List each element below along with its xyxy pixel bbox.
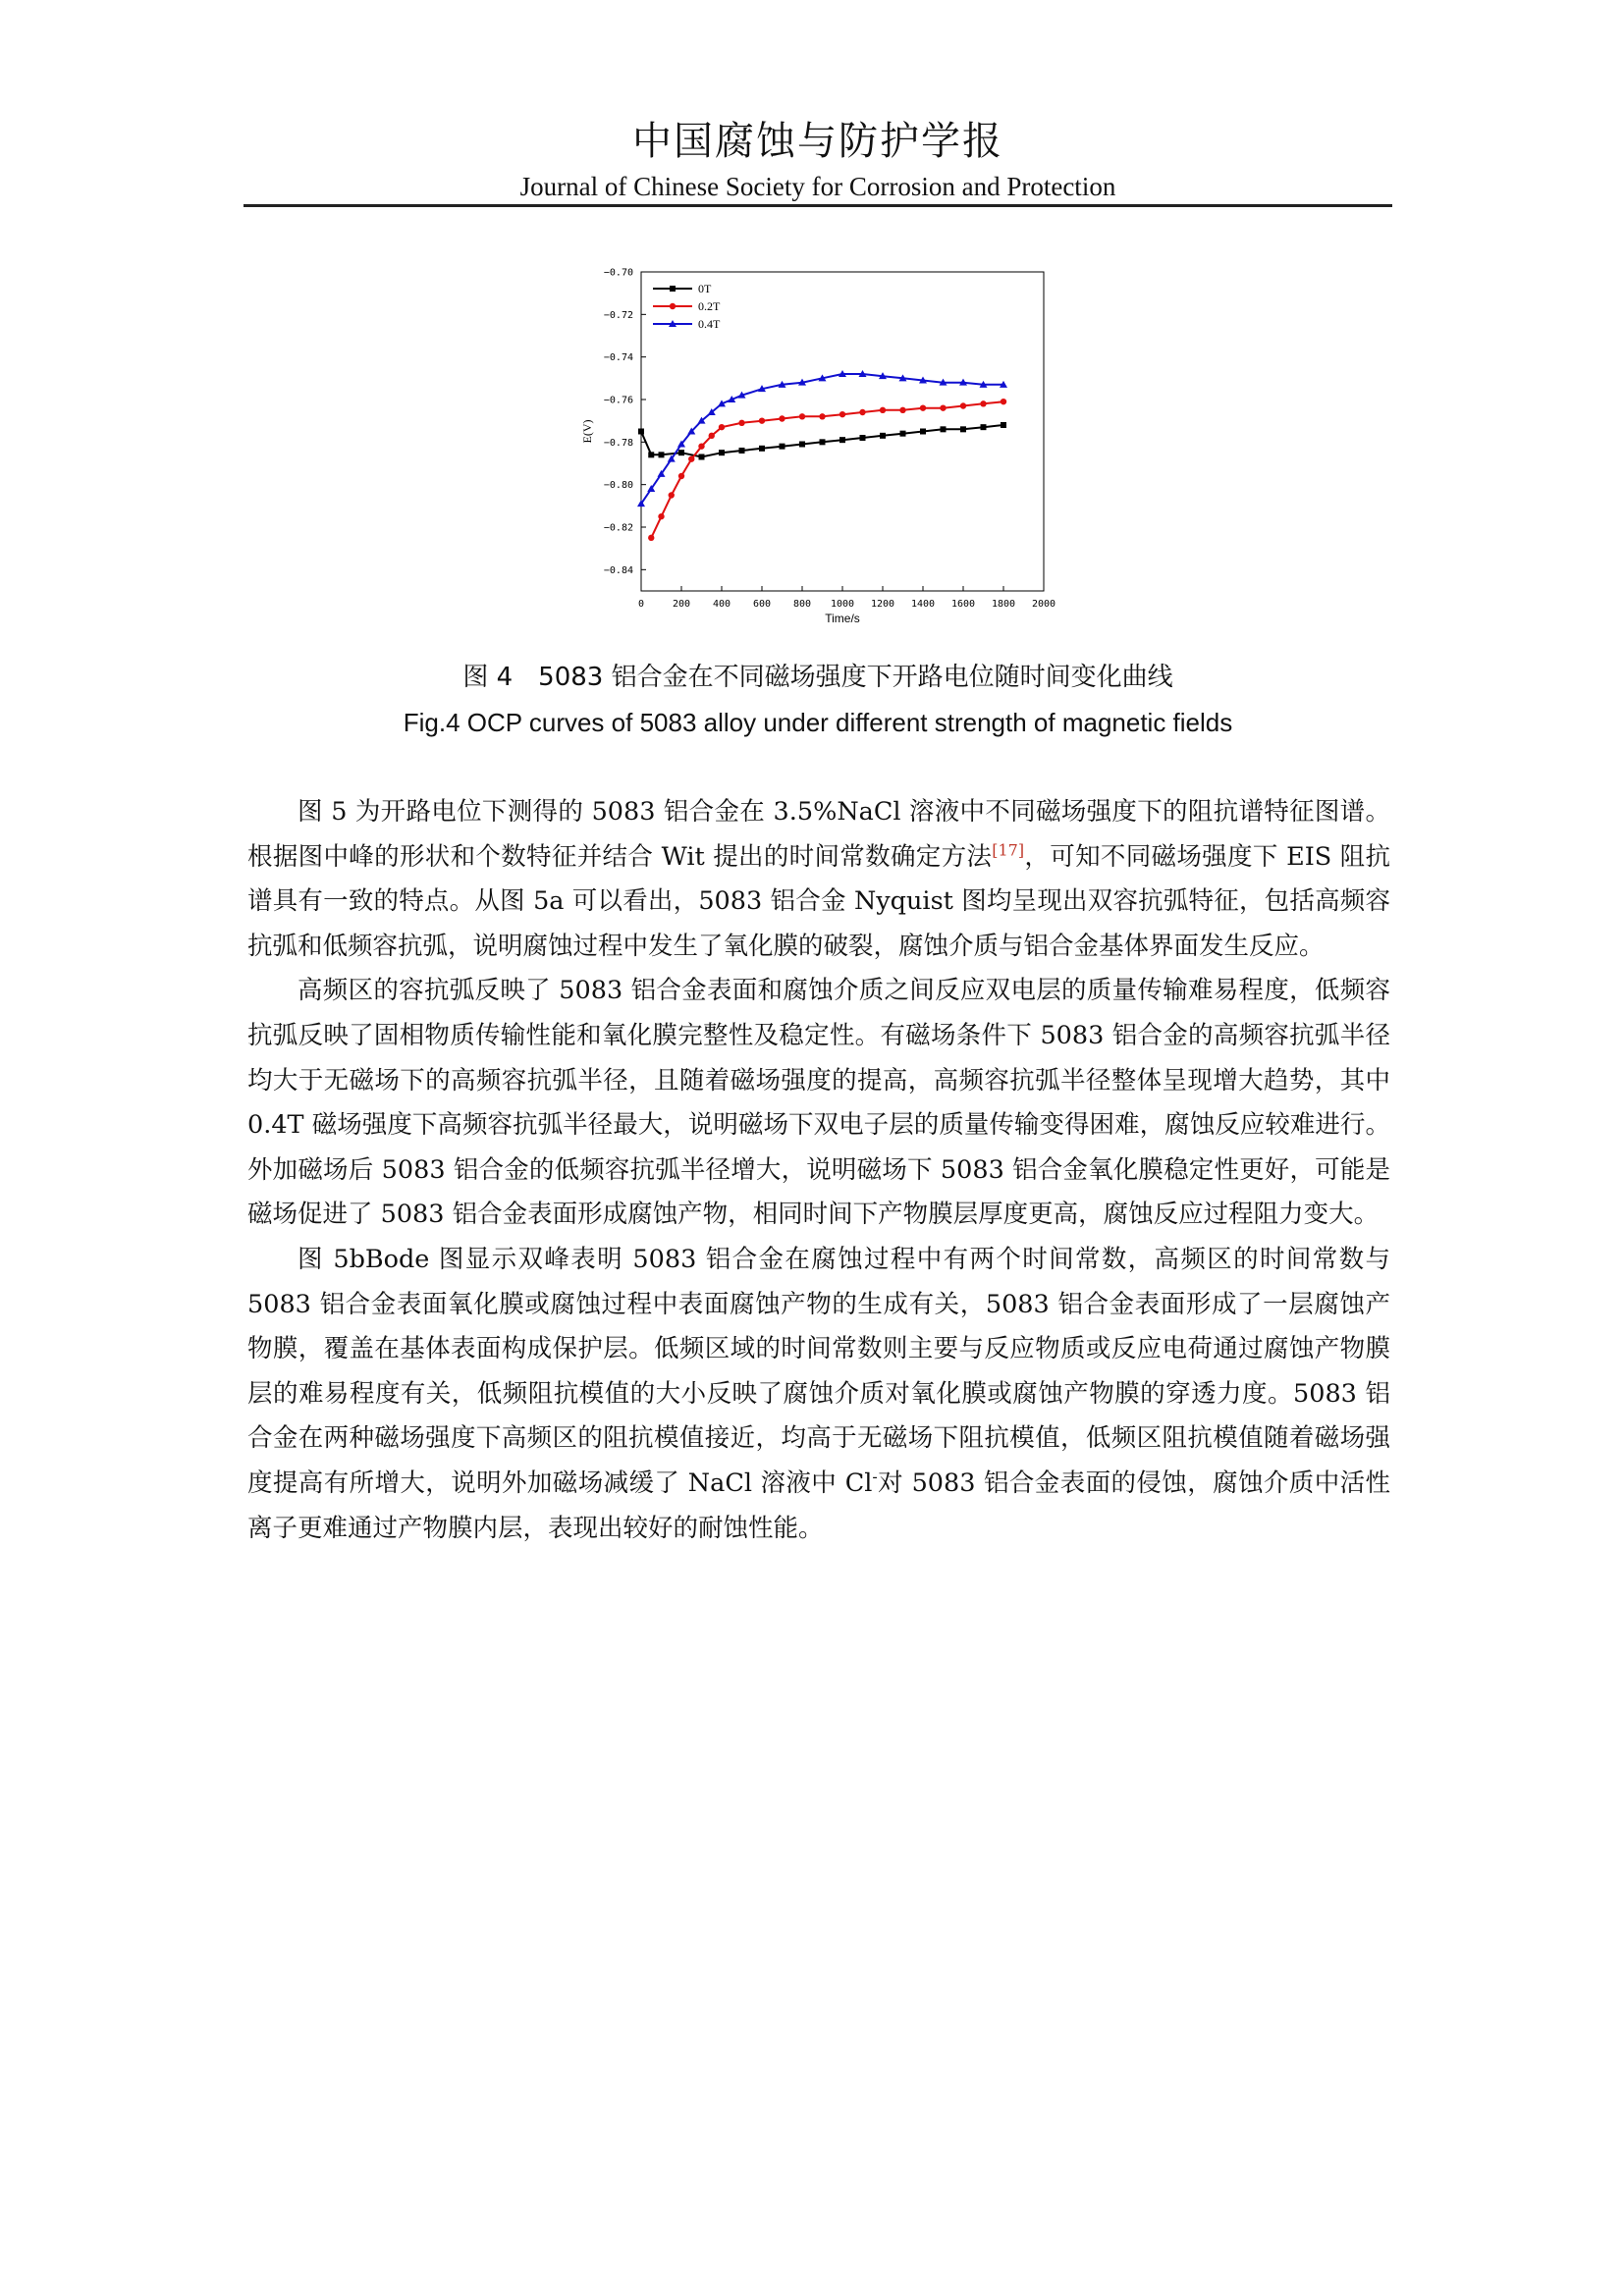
y-tick-label: −0.74 bbox=[603, 352, 633, 364]
data-point-0-2t bbox=[669, 492, 675, 498]
legend-label-0-4t: 0.4T bbox=[698, 317, 721, 331]
x-tick-label: 1800 bbox=[991, 599, 1016, 610]
x-tick-label: 200 bbox=[672, 599, 691, 610]
data-point-0t bbox=[920, 429, 926, 435]
data-point-0-2t bbox=[859, 409, 865, 415]
data-point-0-2t bbox=[648, 535, 654, 541]
x-tick-label: 2000 bbox=[1031, 599, 1056, 610]
paragraph-1-part-a: 图 5 为开路电位下测得的 5083 铝合金在 3.5%NaCl 溶液中不同磁场强度下的阻抗谱特征图谱。根据图中峰的形状和个数特征并结合 Wit 提出的时间常数确定方法 bbox=[247, 797, 1390, 872]
data-point-0-2t bbox=[839, 411, 845, 417]
data-point-0-2t bbox=[698, 443, 704, 449]
series-line-0-4t bbox=[641, 374, 1003, 504]
data-point-0-2t bbox=[799, 413, 805, 419]
x-tick-label: 1200 bbox=[870, 599, 895, 610]
data-point-0t bbox=[900, 431, 906, 437]
y-tick-label: −0.76 bbox=[603, 395, 633, 406]
data-point-0t bbox=[638, 429, 644, 435]
paragraph-3-part-b: 对 5083 铝合金表面的侵蚀，腐蚀介质中活性离子更难通过产物膜内层，表现出较好的耐蚀性能。 bbox=[247, 1468, 1390, 1543]
y-tick-label: −0.84 bbox=[603, 564, 633, 576]
data-point-0t bbox=[960, 426, 966, 432]
data-point-0t bbox=[799, 442, 805, 448]
paragraph-3 bbox=[247, 1238, 1390, 1551]
y-axis-label: E(V) bbox=[580, 419, 594, 444]
data-point-0t bbox=[981, 424, 987, 430]
data-point-0t bbox=[739, 448, 745, 454]
data-point-0t bbox=[1001, 422, 1006, 428]
x-axis-label: Time/s bbox=[825, 612, 860, 625]
paragraph-3-part-a: 图 5bBode 图显示双峰表明 5083 铝合金在腐蚀过程中有两个时间常数，高频区的时间常数与 5083 铝合金表面氧化膜或腐蚀过程中表面腐蚀产物的生成有关，5083 铝合金表面形成了一层腐蚀产物膜，覆盖在基体表面构成保护层。低频区域的时间常数则主要与反应物质或反应电荷通过腐蚀产物膜层的难易程度有关，低频阻抗模值的大小反映了腐蚀介质对氧化膜或腐蚀产物膜的穿透力度。5083 铝合金在两种磁场强度下高频区的阻抗模值接近，均高于无磁场下阻抗模值，低频区阻抗模值随着磁场强度提高有所增大，说明外加磁场减缓了 NaCl 溶液中 Cl bbox=[247, 1244, 1390, 1498]
body-text bbox=[247, 790, 1390, 1551]
data-point-0-2t bbox=[688, 455, 694, 461]
ocp-chart bbox=[577, 257, 1088, 650]
y-tick-label: −0.72 bbox=[603, 309, 633, 321]
paragraph-1 bbox=[247, 790, 1390, 969]
legend-label-0-2t: 0.2T bbox=[698, 299, 721, 313]
x-tick-label: 0 bbox=[637, 599, 645, 610]
data-point-0t bbox=[780, 444, 785, 450]
x-tick-label: 1600 bbox=[950, 599, 976, 610]
journal-title-cn: 中国腐蚀与防护学报 bbox=[632, 119, 1003, 164]
paragraph-2: 高频区的容抗弧反映了 5083 铝合金表面和腐蚀介质之间反应双电层的质量传输难易程度，低频容抗弧反映了固相物质传输性能和氧化膜完整性及稳定性。有磁场条件下 5083 铝合金的高频容抗弧半径均大于无磁场下的高频容抗弧半径，且随着磁场强度的提高，高频容抗弧半径整体呈现增大趋势，其中 0.4T 磁场强度下高频容抗弧半径最大，说明磁场下双电子层的质量传输变得困难，腐蚀反应较难进行。外加磁场后 5083 铝合金的低频容抗弧半径增大，说明磁场下 5083 铝合金氧化膜稳定性更好，可能是磁场促进了 5083 铝合金表面形成腐蚀产物，相同时间下产物膜层厚度更高，腐蚀反应过程阻力变大。 bbox=[247, 976, 1390, 1230]
legend-marker-0-2t bbox=[670, 303, 676, 309]
data-point-0-2t bbox=[940, 404, 946, 410]
data-point-0t bbox=[820, 439, 826, 445]
chloride-superscript: - bbox=[872, 1467, 878, 1486]
journal-title-en: Journal of Chinese Society for Corrosion and Protection bbox=[519, 172, 1116, 201]
data-point-0t bbox=[719, 450, 725, 455]
data-point-0t bbox=[839, 437, 845, 443]
data-point-0-2t bbox=[980, 400, 986, 406]
data-point-0-2t bbox=[880, 407, 886, 413]
data-point-0-2t bbox=[759, 417, 765, 423]
figure-caption-cn: 图 4 5083 铝合金在不同磁场强度下开路电位随时间变化曲线 bbox=[462, 663, 1173, 692]
y-tick-label: −0.80 bbox=[603, 480, 633, 492]
header-rule bbox=[244, 204, 1392, 207]
x-tick-label: 1400 bbox=[910, 599, 936, 610]
x-tick-label: 600 bbox=[752, 599, 772, 610]
data-point-0-2t bbox=[920, 404, 926, 410]
data-point-0-2t bbox=[719, 424, 725, 430]
data-point-0t bbox=[759, 446, 765, 452]
data-point-0t bbox=[678, 450, 684, 455]
data-point-0t bbox=[941, 426, 947, 432]
data-point-0-2t bbox=[779, 415, 785, 421]
data-point-0-2t bbox=[738, 420, 744, 426]
data-point-0-2t bbox=[709, 433, 715, 439]
data-point-0t bbox=[659, 452, 665, 457]
x-tick-label: 800 bbox=[792, 599, 812, 610]
legend-label-0t: 0T bbox=[698, 282, 712, 295]
legend-marker-0t bbox=[670, 286, 676, 292]
citation-17[interactable]: [17] bbox=[992, 840, 1025, 860]
page-header bbox=[244, 116, 1392, 204]
x-tick-label: 400 bbox=[712, 599, 731, 610]
y-tick-label: −0.70 bbox=[603, 267, 633, 279]
data-point-0-2t bbox=[819, 413, 825, 419]
figure-caption-en: Fig.4 OCP curves of 5083 alloy under different strength of magnetic fields bbox=[403, 708, 1233, 737]
data-point-0-2t bbox=[658, 513, 664, 519]
data-point-0-2t bbox=[899, 407, 905, 413]
x-tick-label: 1000 bbox=[830, 599, 855, 610]
data-point-0-2t bbox=[960, 402, 966, 408]
data-point-0-2t bbox=[678, 473, 684, 479]
data-point-0t bbox=[860, 435, 866, 441]
data-point-0t bbox=[648, 452, 654, 457]
data-point-0t bbox=[699, 454, 705, 460]
data-point-0-2t bbox=[1001, 399, 1006, 404]
y-tick-label: −0.82 bbox=[603, 522, 633, 534]
data-point-0t bbox=[880, 433, 886, 439]
y-tick-label: −0.78 bbox=[603, 437, 633, 449]
paragraph-1-part-b: ，可知不同磁场强度下 EIS 阻抗谱具有一致的特点。从图 5a 可以看出，5083 铝合金 Nyquist 图均呈现出双容抗弧特征，包括高频容抗弧和低频容抗弧，说明腐蚀过程中发生了氧化膜的破裂，腐蚀介质与铝合金基体界面发生反应。 bbox=[247, 841, 1390, 961]
figure-4 bbox=[577, 257, 1088, 650]
